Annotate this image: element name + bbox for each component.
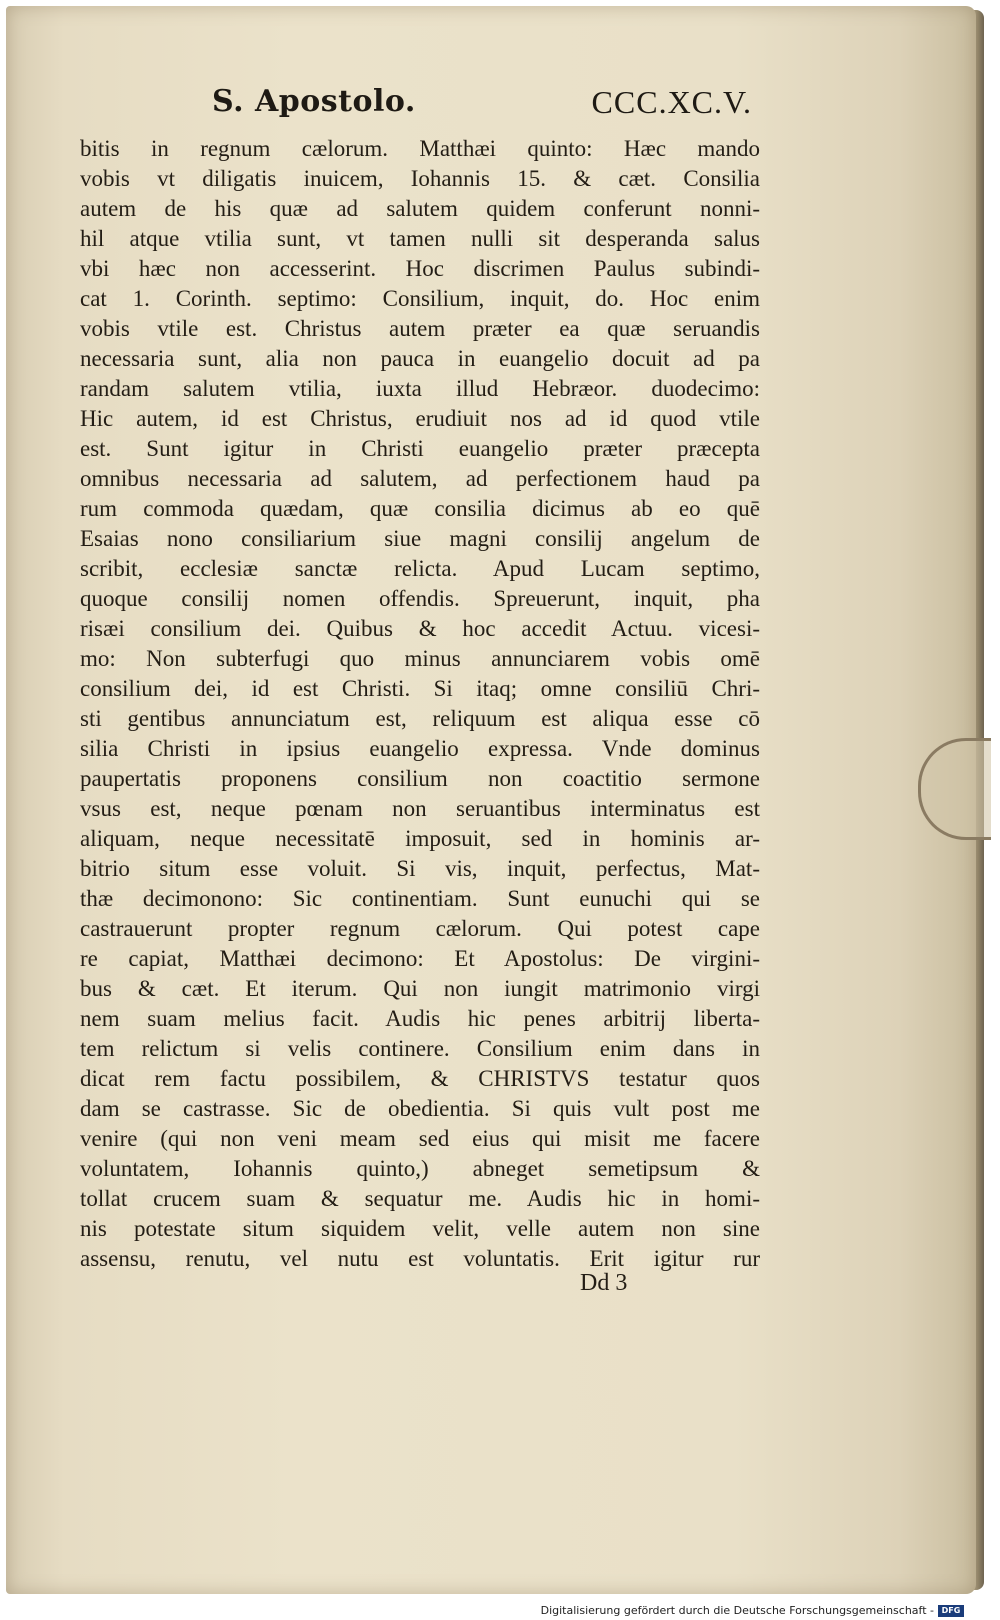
text-line: paupertatis proponens consilium non coactitio sermone xyxy=(80,766,760,791)
text-line: vobis vt diligatis inuicem, Iohannis 15. & cæt. Consilia xyxy=(80,166,760,191)
text-line: bitis in regnum cælorum. Matthæi quinto: Hæc mando xyxy=(80,136,760,161)
text-line: voluntatem, Iohannis quinto,) abneget semetipsum & xyxy=(80,1156,760,1181)
text-line: re capiat, Matthæi decimono: Et Apostolus: De virgini- xyxy=(80,946,760,971)
text-line: quoque consilij nomen offendis. Spreuerunt, inquit, pha xyxy=(80,586,760,611)
text-line: venire (qui non veni meam sed eius qui misit me facere xyxy=(80,1126,760,1151)
text-line: assensu, renutu, vel nutu est voluntatis. Erit igitur rur xyxy=(80,1246,760,1271)
text-line: mo: Non subterfugi quo minus annunciarem vobis omē xyxy=(80,646,760,671)
body-text xyxy=(80,134,760,1274)
text-line: vbi hæc non accesserint. Hoc discrimen Paulus subindi- xyxy=(80,256,760,281)
text-line: tem relictum si velis continere. Consilium enim dans in xyxy=(80,1036,760,1061)
text-line: bus & cæt. Et iterum. Qui non iungit matrimonio virgi xyxy=(80,976,760,1001)
text-line: tollat crucem suam & sequatur me. Audis hic in homi- xyxy=(80,1186,760,1211)
text-line: vobis vtile est. Christus autem præter ea quæ seruandis xyxy=(80,316,760,341)
text-line: necessaria sunt, alia non pauca in euangelio docuit ad pa xyxy=(80,346,760,371)
text-line: consilium dei, id est Christi. Si itaq; omne consiliū Chri- xyxy=(80,676,760,701)
text-line: autem de his quæ ad salutem quidem conferunt nonni- xyxy=(80,196,760,221)
text-line: bitrio situm esse voluit. Si vis, inquit, perfectus, Mat- xyxy=(80,856,760,881)
signature-mark: Dd 3 xyxy=(580,1270,628,1296)
text-line: omnibus necessaria ad salutem, ad perfectionem haud pa xyxy=(80,466,760,491)
folio-number: CCC.XC.V. xyxy=(591,84,752,120)
text-line: dicat rem factu possibilem, & CHRISTVS testatur quos xyxy=(80,1066,760,1091)
text-line: randam salutem vtilia, iuxta illud Hebræor. duodecimo: xyxy=(80,376,760,401)
text-line: scribit, ecclesiæ sanctæ relicta. Apud Lucam septimo, xyxy=(80,556,760,581)
running-head-title: S. Apostolo. xyxy=(212,84,416,119)
footer-bar xyxy=(0,1602,1000,1620)
text-line: rum commoda quædam, quæ consilia dicimus ab eo quē xyxy=(80,496,760,521)
text-line: dam se castrasse. Sic de obedientia. Si quis vult post me xyxy=(80,1096,760,1121)
text-line: hil atque vtilia sunt, vt tamen nulli sit desperanda salus xyxy=(80,226,760,251)
text-line: aliquam, neque necessitatē imposuit, sed in hominis ar- xyxy=(80,826,760,851)
text-line: Hic autem, id est Christus, erudiuit nos ad id quod vtile xyxy=(80,406,760,431)
text-line: Esaias nono consiliarium siue magni consilij angelum de xyxy=(80,526,760,551)
text-line: est. Sunt igitur in Christi euangelio præter præcepta xyxy=(80,436,760,461)
dfg-logo: DFG xyxy=(938,1605,964,1617)
running-head xyxy=(212,84,752,134)
text-line: thæ decimonono: Sic continentiam. Sunt eunuchi qui se xyxy=(80,886,760,911)
text-line: silia Christi in ipsius euangelio expressa. Vnde dominus xyxy=(80,736,760,761)
text-line: sti gentibus annunciatum est, reliquum est aliqua esse cō xyxy=(80,706,760,731)
text-line: nem suam melius facit. Audis hic penes arbitrij liberta- xyxy=(80,1006,760,1031)
text-line: castrauerunt propter regnum cælorum. Qui potest cape xyxy=(80,916,760,941)
text-line: vsus est, neque pœnam non seruantibus interminatus est xyxy=(80,796,760,821)
footer-credit: Digitalisierung gefördert durch die Deutsche Forschungsgemeinschaft - xyxy=(540,1604,934,1617)
text-line: cat 1. Corinth. septimo: Consilium, inquit, do. Hoc enim xyxy=(80,286,760,311)
text-line: risæi consilium dei. Quibus & hoc accedit Actuu. vicesi- xyxy=(80,616,760,641)
text-line: nis potestate situm siquidem velit, velle autem non sine xyxy=(80,1216,760,1241)
